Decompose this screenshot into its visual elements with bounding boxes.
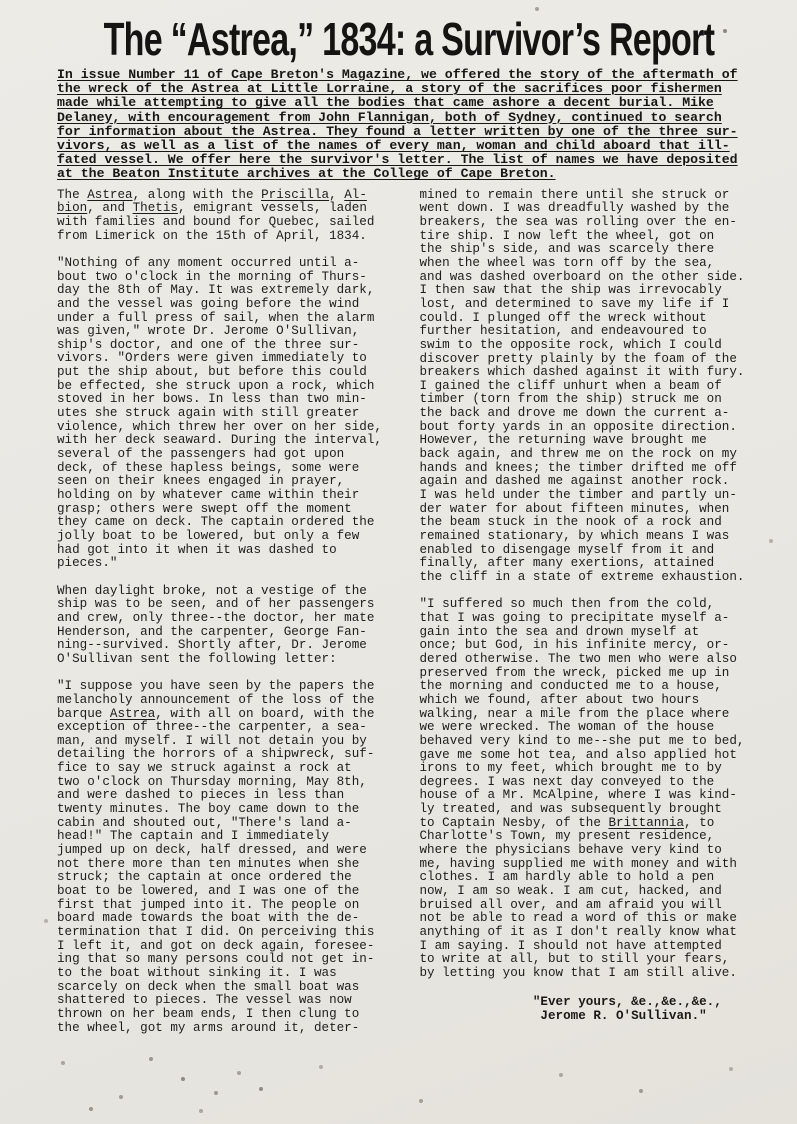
text-line: breakers, the sea was rolling over the en- (419, 214, 737, 229)
paragraph (57, 189, 397, 244)
text-line: went down. I was dreadfully washed by the (419, 201, 730, 216)
text-line: termination that I did. On perceiving this (57, 925, 375, 940)
text-line: the beam stuck in the nook of a rock and (419, 515, 722, 530)
text-line: made while attempting to give all the bodies that came ashore a decent burial. Mike (57, 95, 714, 111)
text-line: where the physicians behave very kind to (419, 843, 722, 858)
text-line: degrees. I was next day conveyed to the (419, 774, 715, 789)
text-line: bruised all over, and am afraid you will (419, 897, 722, 912)
text-line: preserved from the wreck, picked me up in (419, 665, 730, 680)
text-line: lost, and determined to save my life if I (419, 296, 730, 311)
text-line: for information about the Astrea. They found a letter written by one of the three sur- (57, 123, 738, 139)
text-line: In issue Number 11 of Cape Breton's Magazine, we offered the story of the aftermath of (57, 67, 738, 82)
right-column (420, 189, 760, 1036)
text-line: not there more than ten minutes when she (57, 856, 360, 871)
text-line: with her deck seaward. During the interval, (57, 433, 382, 448)
text-line: from Limerick on the 15th of April, 1834. (57, 228, 367, 243)
text-line: several of the passengers had got upon (57, 447, 345, 462)
text-line: with families and bound for Quebec, sailed (57, 214, 375, 229)
text-line: I am saying. I should not have attempted (419, 938, 722, 953)
text-line: struck; the captain at once ordered the (57, 870, 352, 885)
text-line: the morning and conducted me to a house, (419, 679, 722, 694)
text-line: boat to be lowered, and I was one of the (57, 884, 360, 899)
text-line: "Nothing of any moment occurred until a- (57, 255, 360, 270)
text-line: mined to remain there until she struck or (419, 187, 730, 202)
text-line: fice to say we struck against a rock at (57, 761, 352, 776)
text-line: Henderson, and the carpenter, George Fan- (57, 624, 367, 639)
text-line: under a full press of sail, when the alarm (57, 310, 375, 325)
text-line: vivors. "Orders were given immediately to (57, 351, 367, 366)
text-line: to the boat without sinking it. I was (57, 965, 337, 980)
text-line: the cliff in a state of extreme exhaustion. (419, 570, 745, 584)
text-line: thrown on her beam ends, I then clung to (57, 1006, 360, 1021)
text-line: first that jumped into it. The people on (57, 897, 360, 912)
paper-specks (0, 0, 2, 2)
text-line: fated vessel. We offer here the survivor's letter. The list of names we have deposited (57, 152, 738, 168)
text-line: swim to the opposite rock, which I could (419, 337, 722, 352)
text-line: utes she struck again with still greater (57, 406, 360, 421)
text-line: melancholy announcement of the loss of the (57, 692, 375, 707)
intro-paragraph (57, 68, 761, 182)
text-line: once; but God, in his infinite mercy, or- (419, 638, 730, 653)
text-line: when the wheel was torn off by the sea, (419, 255, 715, 270)
text-line: However, the returning wave brought me (419, 433, 707, 448)
text-line: could. I plunged off the wreck without (419, 310, 707, 325)
text-line: holding on by whatever came within their (57, 488, 360, 503)
text-line: was given," wrote Dr. Jerome O'Sullivan, (57, 324, 360, 339)
text-line: gain into the sea and drown myself at (419, 624, 700, 639)
text-line: finally, after many exertions, attained (419, 556, 715, 571)
text-line: again and dashed me against another rock. (419, 474, 730, 489)
text-line: man, and myself. I will not detain you by (57, 733, 367, 748)
text-line: head!" The captain and I immediately (57, 829, 330, 844)
text-line: the ship's side, and was scarcely there (419, 242, 715, 257)
text-line: ship's doctor, and one of the three sur- (57, 337, 360, 352)
text-line: breakers which dashed against it with fury. (419, 365, 745, 380)
text-line: the wreck of the Astrea at Little Lorraine, a story of the sacrifices poor fishermen (57, 81, 722, 97)
text-line: seen on their knees engaged in prayer, (57, 474, 345, 489)
text-line: ly treated, and was subsequently brought (419, 802, 722, 817)
paragraph (57, 680, 397, 1035)
text-line: "I suppose you have seen by the papers the (57, 679, 375, 694)
right-column-text (420, 189, 760, 981)
text-line: deck, of these hapless beings, some were (57, 460, 360, 475)
article-body (57, 189, 759, 1036)
text-line: the wheel, got my arms around it, deter- (57, 1020, 360, 1035)
text-line: cabin and shouted out, "There's land a- (57, 815, 352, 830)
text-line: the back and drove me down the current a- (419, 406, 730, 421)
text-line: "I suffered so much then from the cold, (419, 597, 715, 612)
text-line: at the Beaton Institute archives at the College of Cape Breton. (57, 166, 556, 182)
text-line: scarcely on deck when the small boat was (57, 979, 360, 994)
paragraph (57, 257, 397, 571)
text-line: remained stationary, by which means I was (419, 529, 730, 544)
text-line: Delaney, with encouragement from John Flannigan, both of Sydney, continued to search (57, 109, 722, 125)
text-line: clothes. I am hardly able to hold a pen (419, 870, 715, 885)
text-line: grasp; others were swept off the moment (57, 501, 352, 516)
text-line: enabled to disengage myself from it and (419, 542, 715, 557)
text-line: der water for about fifteen minutes, when (419, 501, 730, 516)
text-line: we were wrecked. The woman of the house (419, 720, 715, 735)
text-line: that I was going to precipitate myself a- (419, 610, 730, 625)
text-line: discover pretty plainly by the foam of the (419, 351, 737, 366)
text-line: and crew, only three--the doctor, her mate (57, 610, 375, 625)
text-line: Jerome R. O'Sullivan." (419, 1009, 707, 1024)
text-line: dered otherwise. The two men who were also (419, 651, 737, 666)
text-line: I left it, and got on deck again, foresee- (57, 938, 375, 953)
text-line: ship was to be seen, and of her passengers (57, 597, 375, 612)
text-line: and was dashed overboard on the other side. (419, 269, 745, 284)
text-line: walking, near a mile from the place where (419, 706, 730, 721)
text-line: board made towards the boat with the de- (57, 911, 360, 926)
text-line: bout two o'clock in the morning of Thurs- (57, 269, 367, 284)
text-line: had got into it when it was dashed to (57, 542, 337, 557)
text-line: now, I am so weak. I am cut, hacked, and (419, 884, 722, 899)
article-title: The “Astrea,” 1834: a Survivor’s Report (103, 13, 715, 65)
text-line: ing that so many persons could not get in- (57, 952, 375, 967)
text-line: I then saw that the ship was irrevocably (419, 283, 722, 298)
text-line: twenty minutes. The boy came down to the (57, 802, 360, 817)
text-line: which we found, after about two hours (419, 692, 700, 707)
text-line: they came on deck. The captain ordered the (57, 515, 375, 530)
text-line: me, having supplied me with money and with (419, 856, 737, 871)
text-line: I was held under the timber and partly un- (419, 488, 737, 503)
paragraph (420, 189, 760, 585)
text-line: shattered to pieces. The vessel was now (57, 993, 352, 1008)
paragraph (420, 598, 760, 980)
text-line: detailing the horrors of a shipwreck, suf- (57, 747, 375, 762)
text-line: anything of it as I don't really know what (419, 925, 737, 940)
text-line: bout forty yards in an opposite direction. (419, 419, 737, 434)
text-line: violence, which threw her over on her side, (57, 419, 382, 434)
text-line: tire ship. I now left the wheel, got on (419, 228, 715, 243)
text-line: two o'clock on Thursday morning, May 8th, (57, 774, 367, 789)
text-line: bion, and Thetis, emigrant vessels, laden (57, 201, 367, 216)
text-line: O'Sullivan sent the following letter: (57, 651, 337, 666)
text-line: I gained the cliff unhurt when a beam of (419, 378, 722, 393)
text-line: behaved very kind to me--she put me to bed, (419, 733, 745, 748)
text-line: day the 8th of May. It was extremely dark, (57, 283, 375, 298)
text-line: be effected, she struck upon a rock, which (57, 378, 375, 393)
text-line: hands and knees; the timber drifted me off (419, 460, 737, 475)
text-line: gave me some hot tea, and also applied hot (419, 747, 737, 762)
text-line: ning--survived. Shortly after, Dr. Jerome (57, 638, 367, 653)
text-line: to Captain Nesby, of the Brittannia, to (419, 815, 715, 830)
text-line: When daylight broke, not a vestige of the (57, 583, 367, 598)
text-line: exception of three--the carpenter, a sea- (57, 720, 367, 735)
text-line: back again, and threw me on the rock on my (419, 447, 737, 462)
text-line: to write at all, but to still your fears, (419, 952, 730, 967)
signature-block (420, 995, 760, 1024)
text-line: barque Astrea, with all on board, with the (57, 706, 375, 721)
text-line: Charlotte's Town, my present residence, (419, 829, 715, 844)
text-line: vivors, as well as a list of the names of every man, woman and child aboard that ill- (57, 138, 730, 154)
text-line: "Ever yours, &e.,&e.,&e., (419, 994, 722, 1009)
text-line: pieces." (57, 556, 118, 571)
left-column (57, 189, 397, 1036)
text-line: jolly boat to be lowered, but only a few (57, 529, 360, 544)
text-line: house of a Mr. McAlpine, where I was kind- (419, 788, 737, 803)
text-line: by letting you know that I am still alive. (419, 966, 737, 981)
text-line: and the vessel was going before the wind (57, 296, 360, 311)
text-line: stoved in her bows. In less than two min- (57, 392, 367, 407)
text-line: irons to my feet, which brought me to by (419, 761, 722, 776)
text-line: further hesitation, and endeavoured to (419, 324, 707, 339)
paragraph (57, 585, 397, 667)
text-line: The Astrea, along with the Priscilla, Al- (57, 187, 367, 202)
text-line: not be able to read a word of this or make (419, 911, 737, 926)
text-line: timber (torn from the ship) struck me on (419, 392, 722, 407)
text-line: jumped up on deck, half dressed, and were (57, 843, 367, 858)
text-line: put the ship about, but before this could (57, 365, 367, 380)
text-line: and were dashed to pieces in less than (57, 788, 345, 803)
